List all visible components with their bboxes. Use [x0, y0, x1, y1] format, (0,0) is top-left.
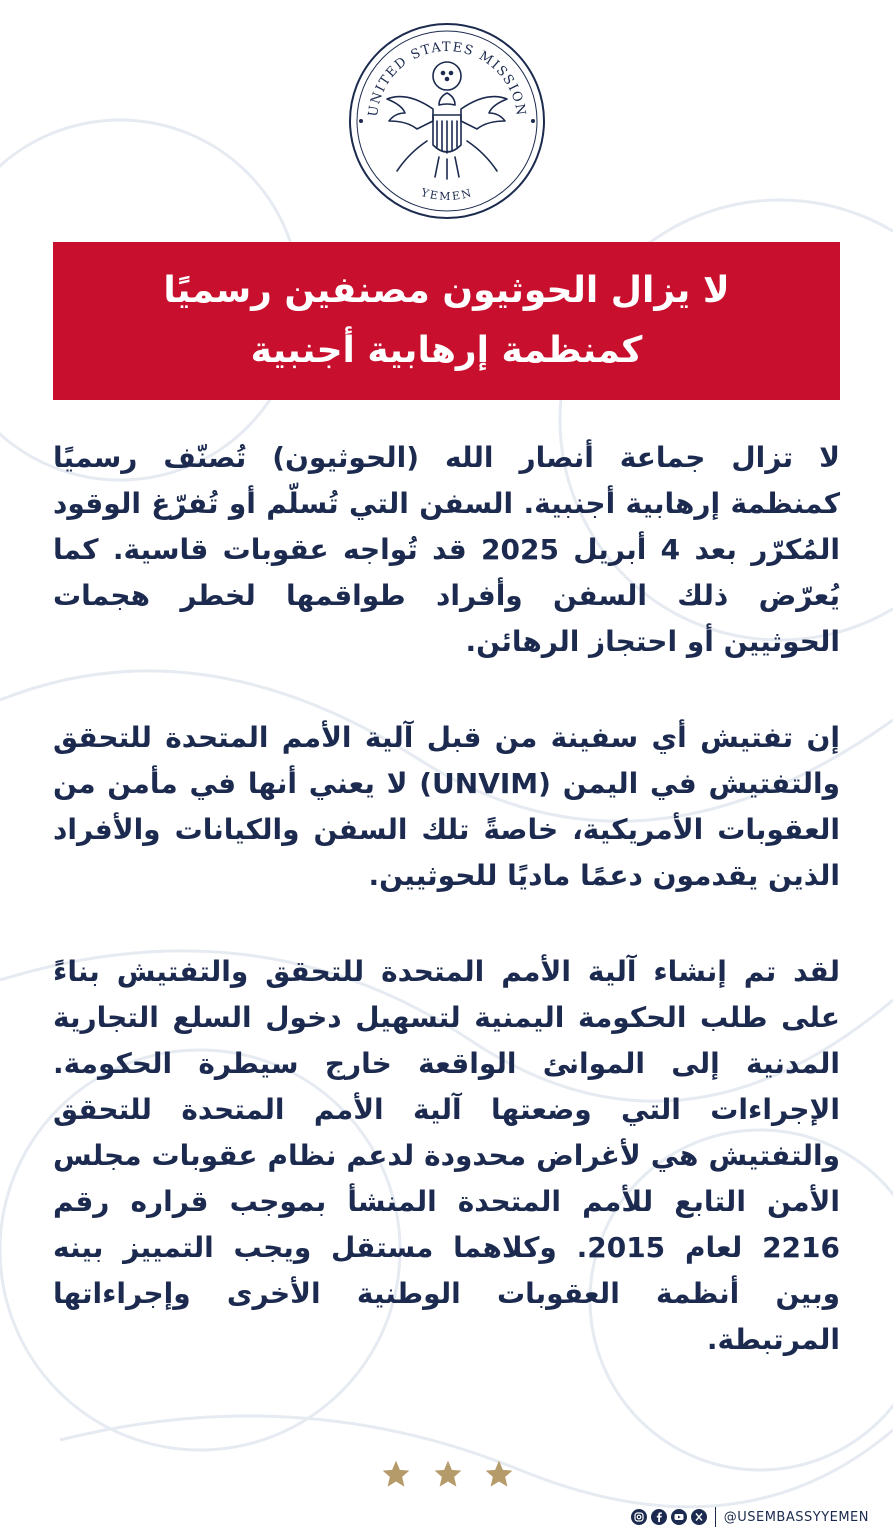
paragraph-1: لا تزال جماعة أنصار الله (الحوثيون) تُصنّف رسميًا كمنظمة إرهابية أجنبية. السفن التي تُسلّم أو تُفرّغ الوقود المُكرّر بعد 4 أبريل 2025 قد تُواجه عقوبات قاسية. كما يُعرّض ذلك السفن وأفراد طواقمها لخطر هجمات الحوثيين أو احتجاز الرهائن.: [53, 441, 840, 658]
star-icon: [483, 1458, 515, 1490]
paragraph-3: لقد تم إنشاء آلية الأمم المتحدة للتحقق والتفتيش بناءً على طلب الحكومة اليمنية لتسهيل دخول السلع التجارية المدنية إلى الموانئ الواقعة خارج سيطرة الحكومة. الإجراءات التي وضعتها آلية الأمم المتحدة للتحقق والتفتيش هي لأغراض محدودة لدعم نظام عقوبات مجلس الأمن التابع للأمم المتحدة المنشأ بموجب قراره رقم 2216 لعام 2015. وكلاهما مستقل ويجب التمييز بينه وبين أنظمة العقوبات الوطنية الأخرى وإجراءاتها المرتبطة.: [53, 955, 841, 1356]
seal-top-text: UNITED STATES MISSION: [365, 39, 529, 118]
star-icon: [432, 1458, 464, 1490]
decorative-stars: [380, 1458, 515, 1494]
instagram-icon[interactable]: [631, 1509, 647, 1525]
youtube-icon[interactable]: [671, 1509, 687, 1525]
x-icon[interactable]: [691, 1509, 707, 1525]
facebook-icon[interactable]: [651, 1509, 667, 1525]
us-mission-seal: [347, 21, 547, 221]
paragraph-2: إن تفتيش أي سفينة من قبل آلية الأمم المتحدة للتحقق والتفتيش في اليمن (UNVIM) لا يعني أنها في مأمن من العقوبات الأمريكية، خاصةً تلك السفن والكيانات والأفراد الذين يقدمون دعمًا ماديًا للحوثيين.: [53, 721, 840, 892]
statement-body: [53, 435, 840, 1363]
headline-banner: [53, 242, 840, 400]
headline-title: لا يزال الحوثيون مصنفين رسميًا كمنظمة إرهابية أجنبية: [163, 270, 730, 371]
star-icon: [380, 1458, 412, 1490]
social-handle[interactable]: @USEMBASSYYEMEN: [723, 1509, 869, 1525]
seal-bottom-text: YEMEN: [419, 185, 475, 204]
footer-divider: [715, 1507, 716, 1527]
footer-social-bar: [631, 1505, 869, 1529]
